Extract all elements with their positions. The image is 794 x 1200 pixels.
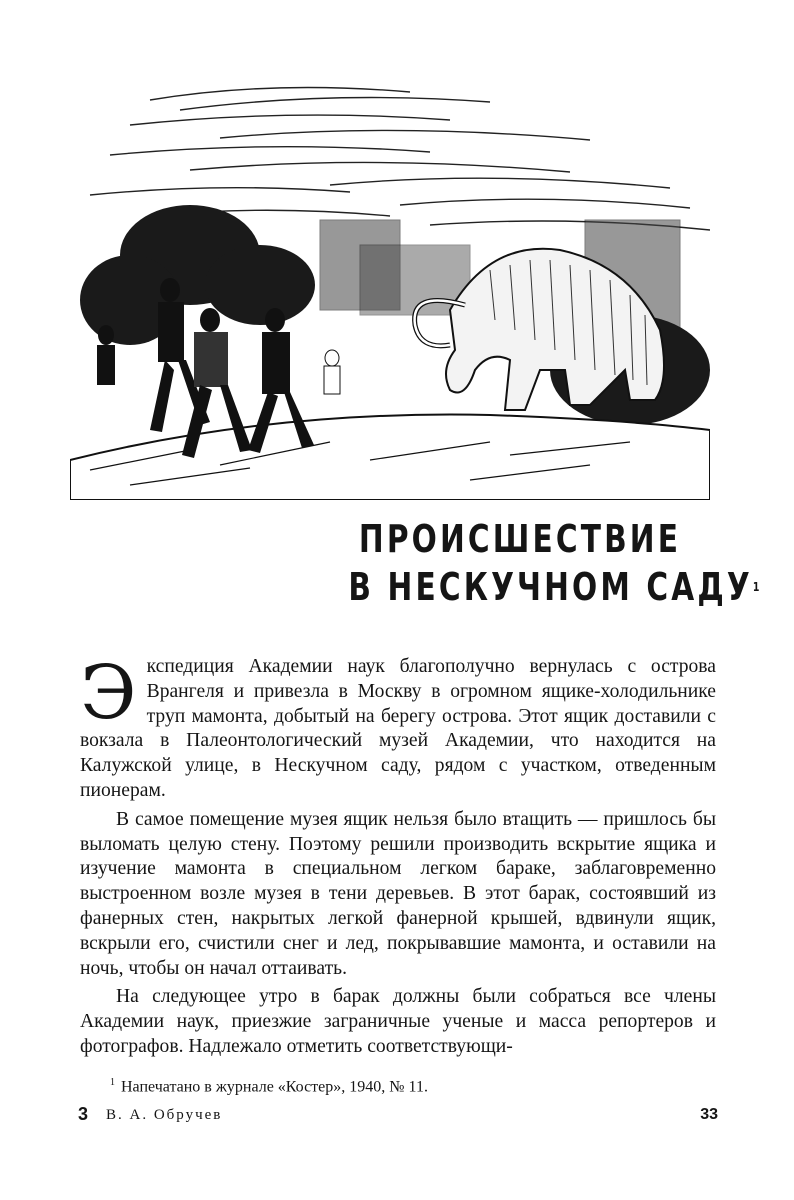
author-name: В. А. Обручев (106, 1107, 223, 1123)
title-footnote-mark: 1 (752, 580, 760, 594)
mammoth-scene-drawing (70, 70, 710, 500)
footnote-mark: 1 (110, 1077, 115, 1088)
paragraph-3: На следующее утро в барак должны были собраться все члены Академии наук, приезжие заграничные ученые и масса репортеров и фотографов. Надлежало отметить соответствующи- (80, 986, 716, 1057)
story-body (80, 650, 716, 1060)
paragraph-1-text: кспедиция Академии наук благополучно вернулась с острова Врангеля и привезла в Москву в огромном ящике-холодильнике труп мамонта, добытый на берегу острова. Этот ящик доставили с вокзала в Палеонтологический музей Академии, что находится на Калужской улице, в Нескучном саду, рядом с участком, отведенным пионерам. (80, 656, 716, 801)
page-number: 33 (700, 1106, 718, 1123)
footnote-text: Напечатано в журнале «Костер», 1940, № 11. (121, 1078, 428, 1096)
title-line-2-text: В НЕСКУЧНОМ САДУ (348, 565, 753, 609)
paragraph-2: В самое помещение музея ящик нельзя было втащить — пришлось бы выломать целую стену. Поэтому решили производить вскрытие ящика и изучение мамонта в специальном легком бараке, заблаговременно выстроенном возле музея в тени деревьев. В этот барак, состоявший из фанерных стен, накрытых легкой фанерной крышей, вдвинули ящик, вскрыли его, счистили снег и лед, покрывавшие мамонта, и оставили на ночь, чтобы он начал оттаивать. (80, 808, 716, 979)
mammoth-illustration (70, 70, 710, 500)
drop-cap: Э (80, 650, 137, 736)
title-line-2 (348, 563, 760, 611)
signature-mark: 3 (78, 1104, 89, 1124)
page-footer (78, 1102, 718, 1132)
footnote (110, 1073, 710, 1097)
story-title (348, 515, 760, 611)
title-line-1: ПРОИСШЕСТВИЕ (358, 517, 682, 561)
paragraph-1 (80, 650, 716, 804)
